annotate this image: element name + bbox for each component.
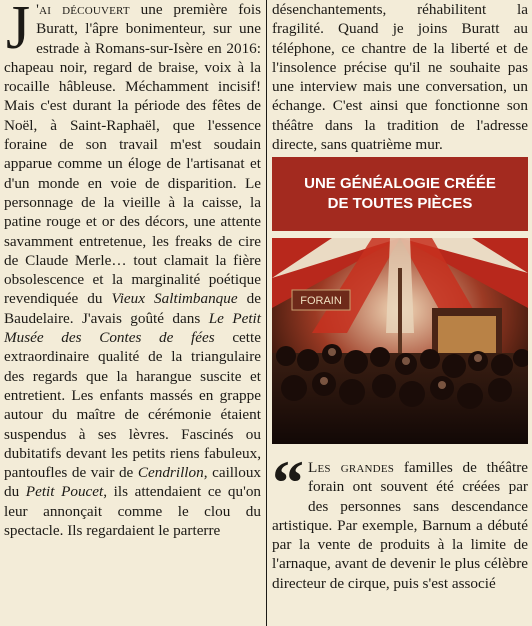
circus-tent-photo xyxy=(272,238,528,444)
section-heading-line: UNE GÉNÉALOGIE CRÉÉE xyxy=(304,175,496,192)
section-heading-banner xyxy=(272,157,528,231)
booth-sign-text: FORAIN xyxy=(300,295,342,307)
intro-small-caps: 'ai découvert xyxy=(36,1,130,18)
article-column-right xyxy=(272,0,528,154)
body-text: cette extraordinaire qualité de la triangulaire des regards que la harangue suscite et entretient. Les enfants massés en grappe autour du maître de cérémonie étaient suspendus à ses lèvres. Fascinés ou dubitatifs devant les petits riens fabuleux, pantoufles de vair de xyxy=(4,329,261,482)
drop-cap: J xyxy=(6,0,31,62)
column-divider xyxy=(266,0,267,626)
body-text: une première fois Buratt, l'âpre bonimenteur, sur une estrade à Romans-sur-Isère en 2016: chapeau noir, regard de braise, voix à la rocaille hâbleuse. Méchamment incisif! Mais c'est durant la période des fêtes de Noël, à Saint-Raphaël, que l'essence foraine de son travail m'est soudain apparue comme un éloge de l'artisanat et d'un monde en voie de disparition. Le personnage de la vieille à la caisse, la patine rouge et or des décors, une attente savamment entretenue, les freaks de cire de Claude Merle… tout clamait la fière obsolescence et la marginalité poétique revendiquée du xyxy=(4,1,261,308)
quote-small-caps: Les grandes xyxy=(308,459,395,476)
article-paragraph xyxy=(4,0,261,540)
quote-text: familles de théâtre forain ont souvent été créées par des personnes sans descendance artistique. Par exemple, Barnum a débuté par la vente de produits à la limite de l'arnaque, avant de devenir le plus célèbre directeur de cirque, puis s'est associé xyxy=(272,459,528,592)
work-title: Le Petit Musée des Contes de fées xyxy=(4,309,261,347)
pull-quote xyxy=(272,447,528,593)
work-title: Vieux Saltimbanque xyxy=(111,290,238,308)
body-text: de Baudelaire. J'avais goûté dans xyxy=(4,290,261,327)
section-heading-line: DE TOUTES PIÈCES xyxy=(327,195,473,212)
article-paragraph: désenchantements, réhabilitent la fragilité. Quand je joins Buratt au téléphone, ce chantre de la liberté et de l'insolence précise qu'il ne souhaite pas une interview mais une conversation, un échange. C'est ainsi que fonctionne son théâtre dans la tradition de l'adresse directe, sans quatrième mur. xyxy=(272,1,528,154)
quote-mark-icon: “ xyxy=(272,447,304,518)
article-column-left xyxy=(4,0,261,540)
work-title: Petit Poucet xyxy=(25,483,104,501)
work-title: Cendrillon xyxy=(137,464,204,482)
body-text: , ils attendaient ce qu'on leur annonçait comme le clou du spectacle. Ils regardaient le parterre xyxy=(4,483,262,540)
body-text: , cailloux du xyxy=(4,464,262,501)
